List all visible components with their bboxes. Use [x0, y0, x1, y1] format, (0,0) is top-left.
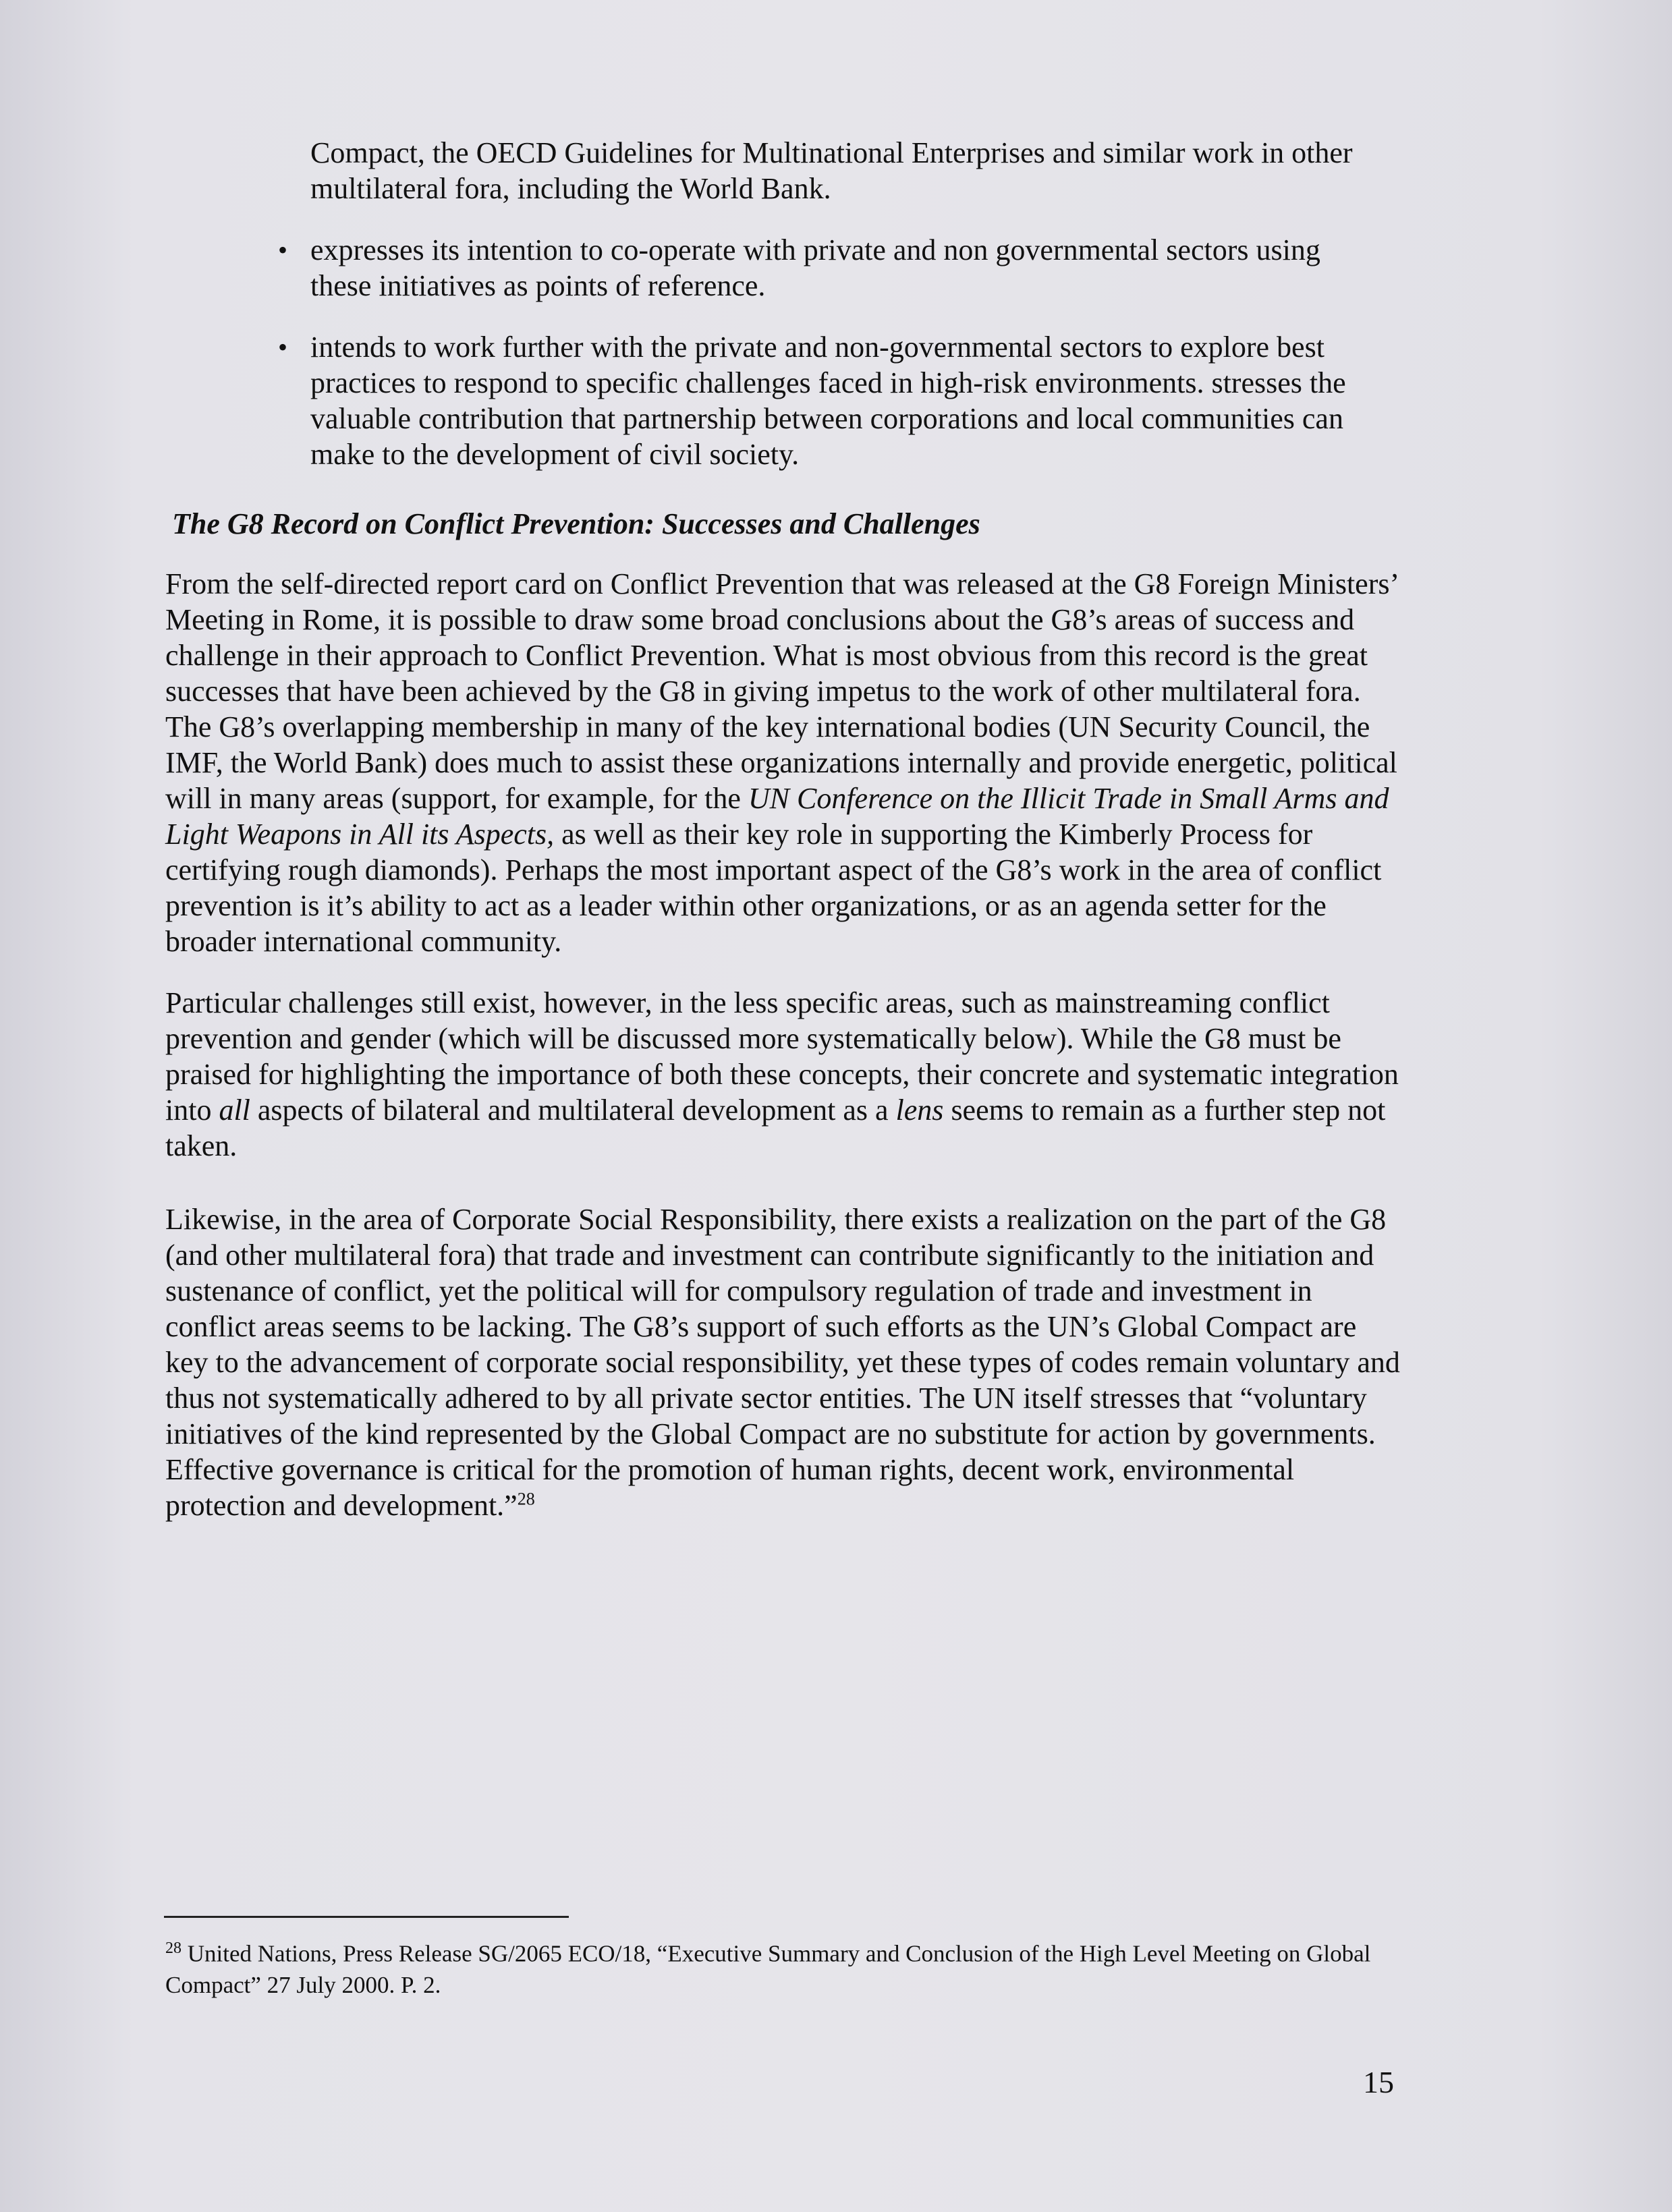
bullet-item	[278, 329, 1363, 472]
paragraph-text: seems to remain as a further step not taken.	[165, 1094, 1386, 1162]
italic-text: UN Conference on the Illicit Trade in Small Arms and Light Weapons in All its Aspects,	[165, 782, 1389, 851]
paragraph-text: Particular challenges still exist, however, in the less specific areas, such as mainstreaming conflict prevention and gender (which will be discussed more systematically below). While the G8 must be praised for highlighting the importance of both these concepts, their concrete and systematic integration into	[165, 986, 1399, 1127]
paragraph-text: aspects of bilateral and multilateral development as a	[250, 1094, 896, 1127]
footnote	[165, 1933, 1420, 2001]
italic-text: all	[219, 1094, 250, 1127]
bullet-icon: •	[278, 332, 288, 362]
paragraph-text: From the self-directed report card on Conflict Prevention that was released at the G8 Foreign Ministers’ Meeting in Rome, it is possible to draw some broad conclusions about the G8’s areas of success and challenge in their approach to Conflict Prevention. What is most obvious from this record is the great successes that have been achieved by the G8 in giving impetus to the work of other multilateral fora. The G8’s overlapping membership in many of the key international bodies (UN Security Council, the IMF, the World Bank) does much to assist these organizations internally and provide energetic, political will in many areas (support, for example, for the	[165, 567, 1397, 815]
page-number: 15	[1363, 2065, 1394, 2099]
footnote-reference: 28	[517, 1489, 535, 1509]
body-paragraph	[165, 1201, 1400, 1523]
bullet-item	[278, 232, 1363, 304]
section-heading: The G8 Record on Conflict Prevention: Successes and Challenges	[172, 507, 980, 540]
footnote-number: 28	[165, 1939, 182, 1957]
paragraph-text: Likewise, in the area of Corporate Social Responsibility, there exists a realization on the part of the G8 (and other multilateral fora) that trade and investment can contribute significantly to the initiation and sustenance of conflict, yet the political will for compulsory regulation of trade and investment in conflict areas seems to be lacking. The G8’s support of such efforts as the UN’s Global Compact are key to the advancement of corporate social responsibility, yet these types of codes remain voluntary and thus not systematically adhered to by all private sector entities. The UN itself stresses that “voluntary initiatives of the kind represented by the Global Compact are no substitute for action by governments. Effective governance is critical for the promotion of human rights, decent work, environmental protection and development.”	[165, 1203, 1400, 1522]
bullet-icon: •	[278, 235, 288, 265]
footnote-divider	[164, 1916, 569, 1918]
bullet-text: intends to work further with the private and non-governmental sectors to explore best practices to respond to specific challenges faced in high-risk environments. stresses the valuable contribution that partnership between corporations and local communities can make to the development of civil society.	[310, 331, 1346, 471]
bullet-text: expresses its intention to co-operate with private and non governmental sectors using these initiatives as points of reference.	[310, 233, 1320, 302]
footnote-text: United Nations, Press Release SG/2065 ECO/18, “Executive Summary and Conclusion of the High Level Meeting on Global Compact” 27 July 2000. P. 2.	[165, 1940, 1371, 1998]
paragraph-text: as well as their key role in supporting the Kimberly Process for certifying rough diamonds). Perhaps the most important aspect of the G8’s work in the area of conflict prevention is it’s ability to act as a leader within other organizations, or as an agenda setter for the broader international community.	[165, 818, 1382, 958]
continuation-paragraph: Compact, the OECD Guidelines for Multinational Enterprises and similar work in other multilateral fora, including the World Bank.	[310, 136, 1353, 205]
italic-text: lens	[895, 1094, 944, 1127]
main-text	[165, 135, 1420, 1523]
body-paragraph	[165, 985, 1400, 1164]
body-paragraph	[165, 566, 1400, 959]
